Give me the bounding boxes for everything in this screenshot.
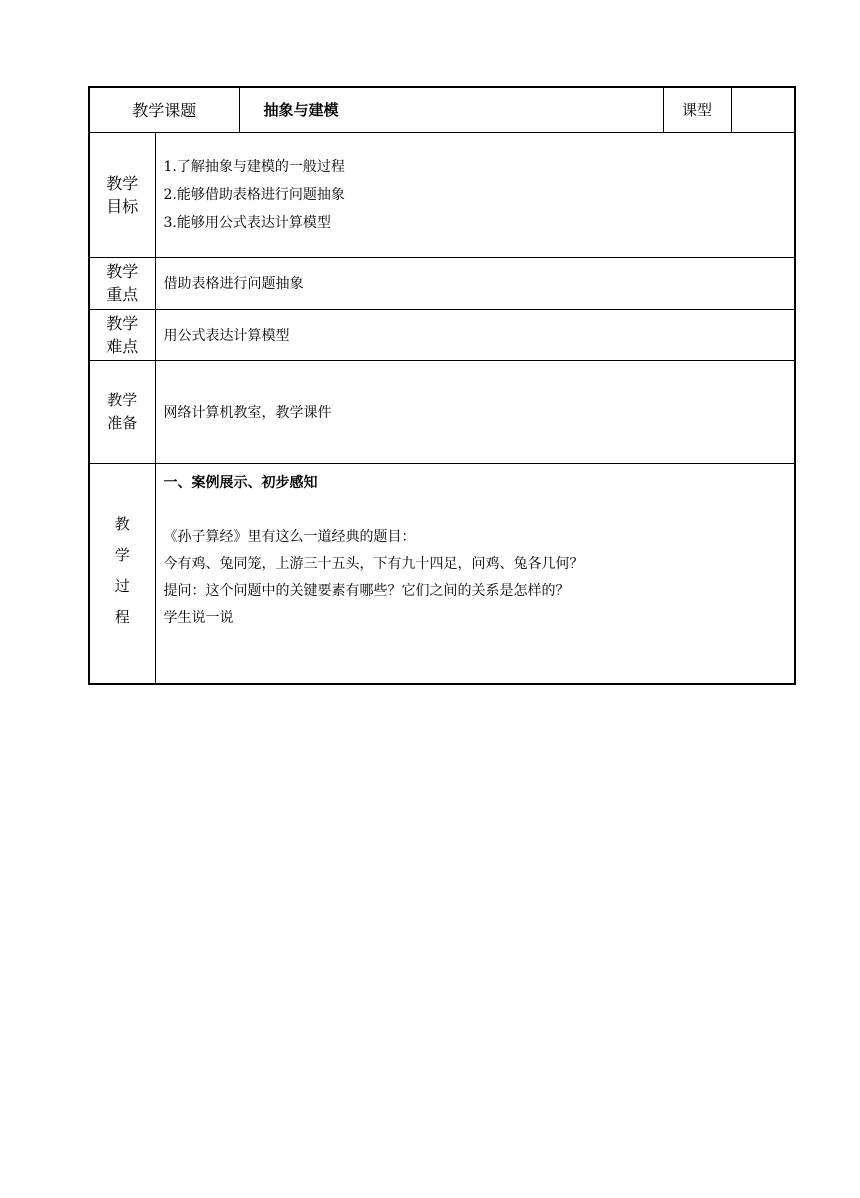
- process-label-char: 学: [114, 545, 130, 564]
- process-line: 《孙子算经》里有这么一道经典的题目：: [163, 528, 416, 545]
- goals-row: [89, 132, 795, 257]
- difficulty-label-line2: 难点: [106, 336, 139, 356]
- preparation-label: [89, 360, 155, 463]
- topic-value: 抽象与建模: [239, 87, 663, 132]
- difficulty-label: [89, 309, 155, 360]
- process-line: 学生说一说: [163, 609, 234, 626]
- process-line: 今有鸡、兔同笼，上游三十五头，下有九十四足，问鸡、兔各几何？: [163, 555, 584, 572]
- key-point-label-line1: 教学: [106, 262, 139, 281]
- difficulty-row: [89, 309, 795, 360]
- topic-label: 教学课题: [89, 87, 239, 132]
- process-row: [89, 463, 795, 684]
- key-point-row: [89, 257, 795, 309]
- lesson-type-label: 课型: [663, 87, 731, 132]
- preparation-text: 网络计算机教室，教学课件: [155, 360, 795, 463]
- difficulty-text: 用公式表达计算模型: [155, 309, 795, 360]
- key-point-label-line2: 重点: [106, 285, 139, 304]
- key-point-label: [89, 257, 155, 309]
- goal-item: 3.能够用公式表达计算模型: [163, 214, 331, 231]
- lesson-plan-table: [88, 86, 796, 685]
- goals-label-line1: 教学: [106, 173, 139, 193]
- spacer: [164, 497, 795, 524]
- process-line: 提问：这个问题中的关键要素有哪些？它们之间的关系是怎样的？: [163, 582, 570, 599]
- key-point-text: 借助表格进行问题抽象: [155, 257, 795, 309]
- goals-label-line2: 目标: [106, 196, 139, 216]
- process-content: [155, 463, 795, 684]
- process-label: [89, 463, 155, 684]
- preparation-label-line1: 教学: [107, 390, 138, 409]
- goals-content: [155, 132, 795, 257]
- goal-item: 2.能够借助表格进行问题抽象: [163, 186, 345, 203]
- process-label-char: 教: [114, 514, 130, 533]
- preparation-label-line2: 准备: [107, 413, 138, 432]
- topic-row: [89, 87, 795, 132]
- goal-item: 1.了解抽象与建模的一般过程: [163, 158, 345, 175]
- lesson-type-value: [731, 87, 795, 132]
- preparation-row: [89, 360, 795, 463]
- goals-label: [89, 132, 155, 257]
- process-heading: 一、案例展示、初步感知: [163, 474, 318, 491]
- process-label-char: 过: [114, 576, 130, 595]
- process-label-char: 程: [114, 607, 130, 626]
- difficulty-label-line1: 教学: [106, 313, 139, 333]
